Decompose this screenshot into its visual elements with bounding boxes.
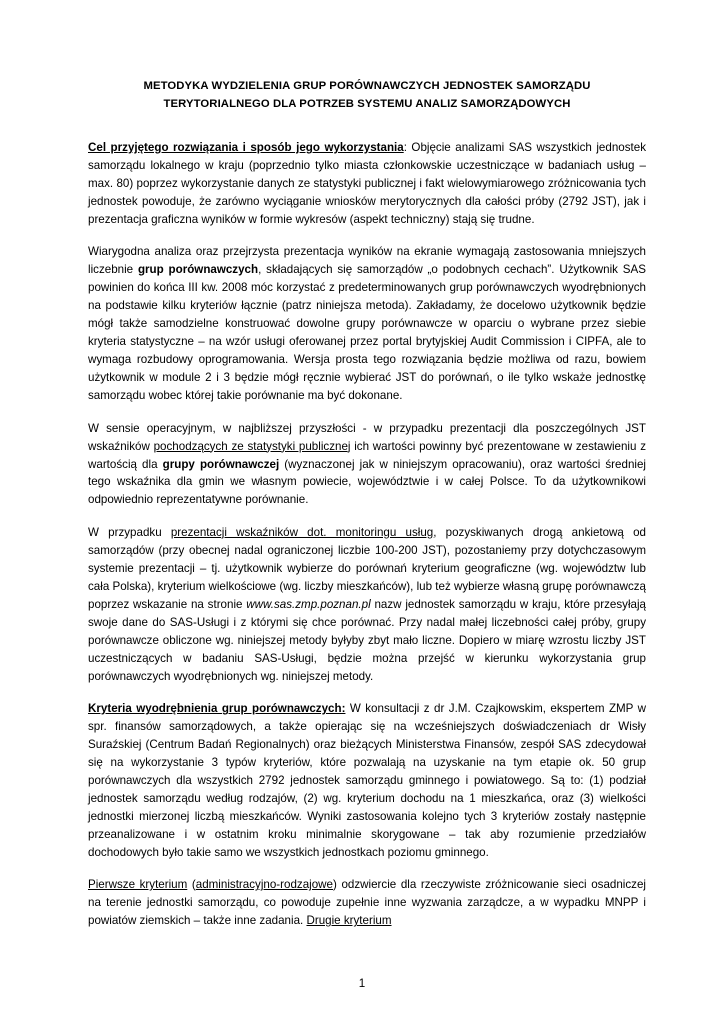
paragraph-operational: [88, 420, 646, 510]
paragraph-indicators-text-1: W przypadku: [88, 525, 171, 539]
paragraph-operational-text-2: ich wartości powinny być prezentowane w zestawieniu z wartością dla: [88, 439, 646, 471]
paragraph-operational-underline-1: pochodzących ze statystyki publicznej: [153, 439, 351, 453]
paragraph-indicators-underline-1: prezentacji wskaźników dot. monitoringu usług: [170, 525, 434, 539]
paragraph-analysis-text-1: Wiarygodna analiza oraz przejrzysta prezentacja wyników na ekranie wymagają zastosowania mniejszych liczebnie: [88, 245, 646, 277]
paragraph-analysis-emphasis-1: grup porównawczych: [137, 263, 259, 277]
page-title: [94, 78, 640, 113]
paragraph-indicators-url: www.sas.zmp.poznan.pl: [246, 597, 371, 611]
paragraph-purpose-lead: Cel przyjętego rozwiązania i sposób jego wykorzystania: [88, 141, 404, 154]
paragraph-indicators-text-2: , pozyskiwanych drogą ankietową od samorządów (przy obecnej nadal ograniczonej liczbie 100-200 JST), pozostaniemy przy dotychczasowym systemie prezentacji – tj. użytkownik wybierze do porównań kryterium geograficzne (wg. województw lub cała Polska), kryterium wielkościowe (wg. liczby mieszkańców), lub też wybierze własną grupę porównawczą poprzez wskazanie na stronie: [88, 525, 646, 611]
page-title-line-2: TERYTORIALNEGO DLA POTRZEB SYSTEMU ANALIZ SAMORZĄDOWYCH: [163, 97, 571, 110]
paragraph-operational-text-1: W sensie operacyjnym, w najbliższej przyszłości - w przypadku prezentacji dla poszczególnych JST wskaźników: [88, 421, 646, 453]
paragraph-criteria-body: W konsultacji z dr J.M. Czajkowskim, ekspertem ZMP w spr. finansów samorządowych, a także opierając się na wcześniejszych doświadczeniach dr Wisły Suraźskiej (Centrum Badań Regionalnych) oraz bieżących Ministerstwa Finansów, zespół SAS zdecydował się na wykorzystanie 3 typów kryteriów, które pozwalają na uzyskanie na tym etapie ok. 50 grup porównawczych dla wszystkich 2792 jednostek samorządu gminnego i powiatowego. Są to: (1) podział jednostek samorządu według rodzajów, (2) wg. kryterium dochodu na 1 mieszkańca, oraz (3) wielkości jednostki mierzonej liczbą mieszkańców. Wyniki zastosowania kolejno tych 3 kryteriów zostały następnie przeanalizowane i w ostatnim kroku minimalnie skorygowane – tak aby rozumienie przedziałów dochodowych było takie samo we wszystkich jednostkach poziomu gminnego.: [88, 702, 647, 859]
page-title-line-1: METODYKA WYDZIELENIA GRUP PORÓWNAWCZYCH JEDNOSTEK SAMORZĄDU: [143, 80, 591, 92]
paragraph-purpose: [88, 139, 646, 229]
paragraph-indicators-text-3: nazw jednostek samorządu w kraju, które przesyłają swoje dane do SAS-Usługi i z którymi się chce porównać. Przy nadal małej liczebności całej próby, grupy porównawcze obliczone wg. niniejszej metody byłyby zbyt mało liczne. Dopiero w miarę wzrostu liczby JST uczestniczących w badaniu SAS-Usługi, będzie można przejść w kierunku wykorzystania grup porównawczych wyodrębnionych wg. niniejszej metody.: [88, 597, 646, 683]
paragraph-operational-emphasis-1: grupy porównawczej: [162, 457, 280, 471]
paragraph-criteria-lead: Kryteria wyodrębnienia grup porównawczych:: [88, 702, 346, 716]
paragraph-first-criterion-text-2: ) odzwiercie dla rzeczywiste zróżnicowanie sieci osadniczej na terenie jednostki samorządu, co powoduje zupełnie inne wyzwania zarządcze, a w wypadku MNPP i powiatów ziemskich – także inne zadania.: [88, 878, 646, 928]
paragraph-criteria: [88, 700, 646, 862]
paragraph-first-criterion-underline-2: administracyjno-rodzajowe: [195, 878, 334, 892]
paragraph-purpose-body: : Objęcie analizami SAS wszystkich jednostek samorządu lokalnego w kraju (poprzednio tylko miasta członkowskie uczestniczące w badaniach usług – max. 80) poprzez wykorzystanie danych ze statystyki publicznej i fakt wielowymiarowego zróżnicowania tych jednostek powoduje, że zarówno wyciąganie wniosków merytorycznych dla całości próby (2792 JST), jak i prezentacja graficzna wyników w formie wykresów (aspekt techniczny) stają się trudne.: [88, 141, 646, 226]
paragraph-analysis: [88, 243, 646, 405]
paragraph-first-criterion-text-1: (: [187, 878, 196, 892]
paragraph-first-criterion: [88, 876, 646, 930]
paragraph-first-criterion-underline-3: Drugie kryterium: [306, 914, 392, 928]
paragraph-first-criterion-underline-1: Pierwsze kryterium: [88, 878, 188, 892]
paragraph-operational-text-3: (wyznaczonej jak w niniejszym opracowaniu), oraz wartości średniej tego wskaźnika dla gmin we własnym powiecie, województwie i w całej Polsce. To da użytkownikowi odpowiednio reprezentatywne porównanie.: [88, 457, 646, 507]
paragraph-analysis-text-2: , składających się samorządów „o podobnych cechach”. Użytkownik SAS powinien do końca III kw. 2008 móc korzystać z predeterminowanych grup porównawczych wyodrębnionych na podstawie kilku kryteriów łącznie (patrz niniejsza metoda). Zakładamy, że docelowo użytkownik będzie mógł także samodzielne konstruować dowolne grupy porównawcze w oparciu o wybrane przez siebie kryteria statystyczne – na wzór usługi oferowanej przez portal brytyjskiej Audit Commission i CIPFA, ale to wymaga rozbudowy oprogramowania. Wersja prosta tego rozwiązania będzie możliwa od razu, bowiem użytkownik w module 2 i 3 będzie mógł ręcznie wybierać JST do porównań, o ile tylko wskaże jednostkę samorządu wobec której takie porównanie ma być dokonane.: [88, 263, 646, 403]
page-number: 1: [358, 977, 366, 990]
paragraph-indicators: [88, 524, 646, 686]
